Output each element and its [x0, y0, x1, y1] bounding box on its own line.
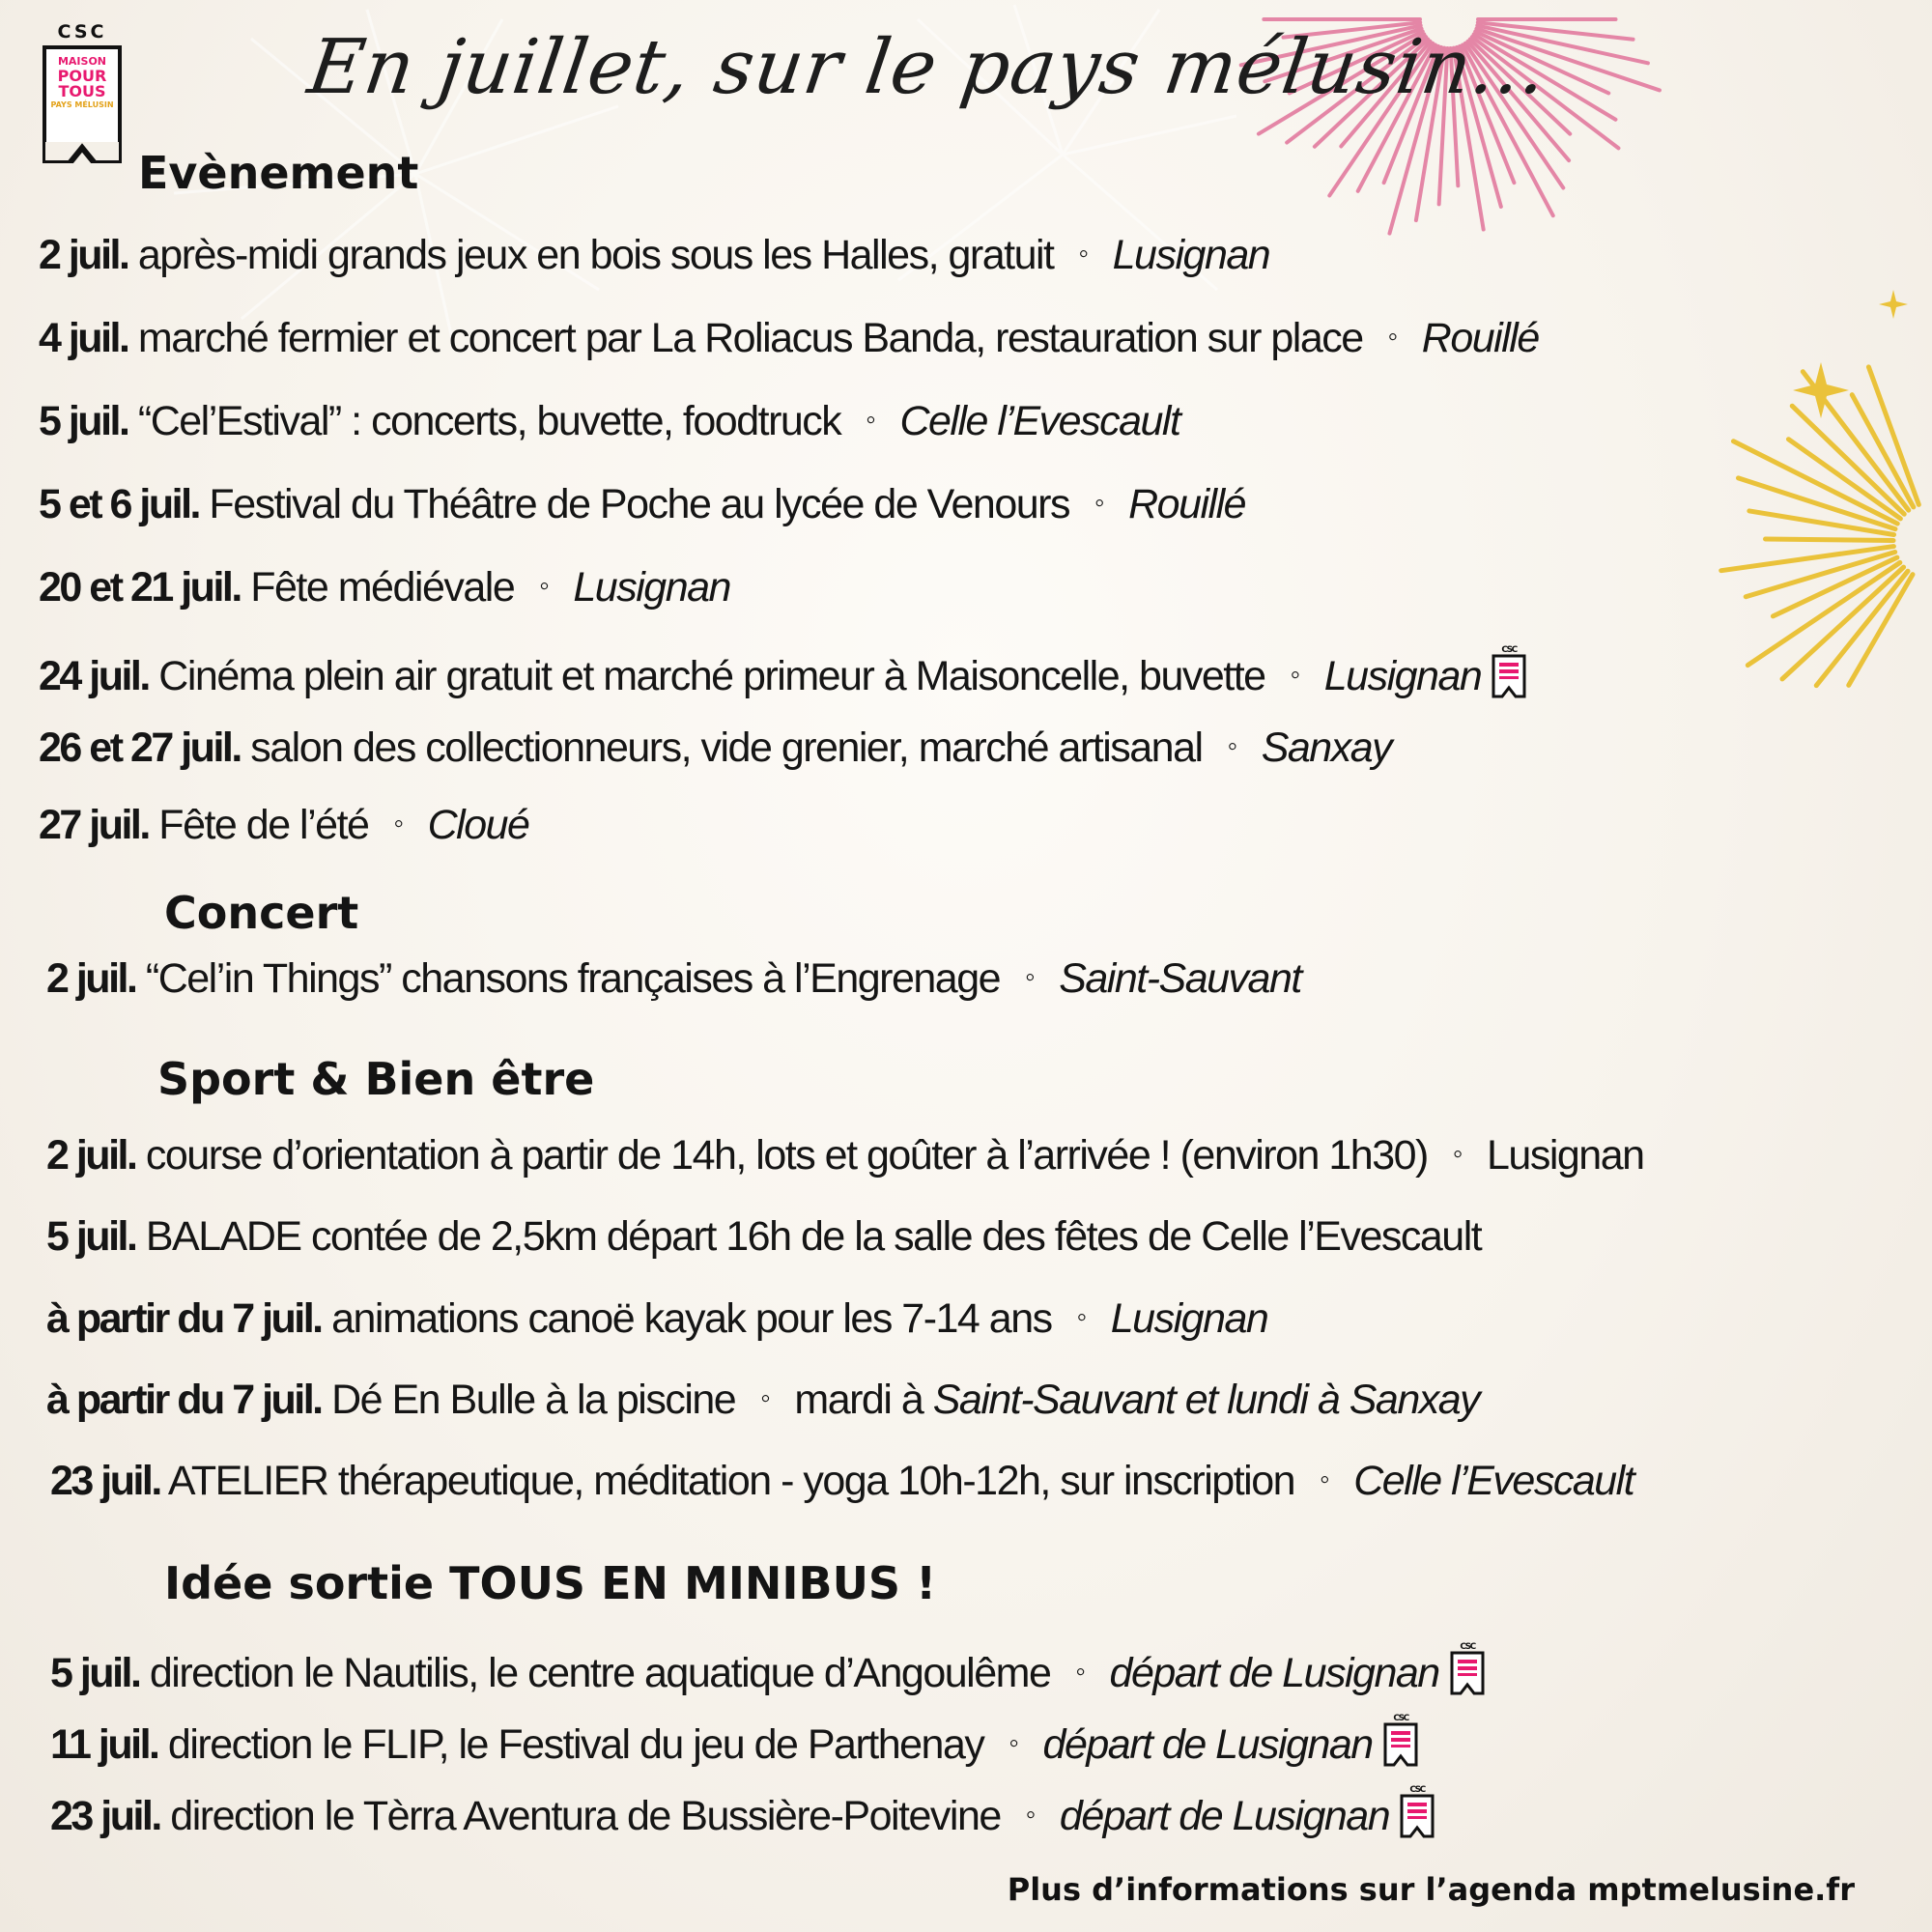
event-text: Cinéma plein air gratuit et marché primeur à Maisoncelle, buvette — [158, 653, 1265, 699]
bullet-circle-icon: ◦ — [1387, 321, 1397, 353]
event-place: Lusignan — [1323, 653, 1482, 699]
event-place: Lusignan — [1487, 1132, 1644, 1179]
event-place: Lusignan — [1110, 1295, 1268, 1342]
event-place-prefix: mardi à — [794, 1377, 923, 1423]
event-place: Lusignan — [573, 564, 730, 611]
logo-box — [43, 45, 122, 142]
event-place: Sanxay — [1261, 724, 1392, 771]
event-date: 5 et 6 juil. — [39, 481, 199, 527]
event-row — [39, 394, 1179, 453]
page-title: En juillet, sur le pays mélusin... — [302, 24, 1553, 111]
bullet-circle-icon: ◦ — [1075, 1656, 1085, 1688]
event-row — [39, 721, 1391, 780]
bullet-circle-icon: ◦ — [1452, 1138, 1462, 1170]
svg-text:CSC: CSC — [1460, 1642, 1475, 1652]
event-row — [39, 228, 1269, 287]
event-text: marché fermier et concert par La Roliacus Banda, restauration sur place — [137, 315, 1363, 361]
event-row — [39, 477, 1245, 536]
mpt-logo-icon — [1491, 643, 1527, 699]
event-text: salon des collectionneurs, vide grenier, marché artisanal — [250, 724, 1203, 771]
event-text: Dé En Bulle à la piscine — [331, 1377, 736, 1423]
event-text: Fête médiévale — [250, 564, 515, 611]
event-place: Rouillé — [1128, 481, 1246, 527]
event-date: 23 juil. — [50, 1793, 160, 1839]
svg-text:CSC: CSC — [1409, 1785, 1425, 1795]
event-date: 2 juil. — [39, 232, 128, 278]
event-row — [50, 1454, 1634, 1513]
event-date: 24 juil. — [39, 653, 149, 699]
bullet-circle-icon: ◦ — [1227, 730, 1236, 762]
event-date: 20 et 21 juil. — [39, 564, 241, 611]
event-date: 5 juil. — [50, 1650, 140, 1696]
event-text: après-midi grands jeux en bois sous les Halles, gratuit — [137, 232, 1054, 278]
event-date: à partir du 7 juil. — [46, 1377, 322, 1423]
bullet-circle-icon: ◦ — [1025, 1799, 1035, 1831]
event-place: Celle l’Evescault — [1353, 1458, 1634, 1504]
svg-text:CSC: CSC — [1393, 1714, 1408, 1723]
bullet-circle-icon: ◦ — [1076, 1301, 1086, 1333]
event-date: 27 juil. — [39, 802, 149, 848]
event-row — [46, 952, 1301, 1010]
firework-ray — [1766, 539, 1893, 541]
event-text: direction le FLIP, le Festival du jeu de Parthenay — [167, 1721, 984, 1768]
event-text: “Cel’Estival” : concerts, buvette, foodtruck — [137, 398, 841, 444]
bullet-circle-icon: ◦ — [1290, 659, 1299, 691]
mpt-logo-icon — [1382, 1712, 1419, 1768]
event-text: course d’orientation à partir de 14h, lots et goûter à l’arrivée ! (environ 1h30) — [145, 1132, 1428, 1179]
footer-info: Plus d’informations sur l’agenda mptmelusine.fr — [1007, 1871, 1855, 1908]
bullet-circle-icon: ◦ — [1078, 238, 1088, 270]
heading-evenement: Evènement — [138, 147, 419, 199]
event-date: 26 et 27 juil. — [39, 724, 241, 771]
event-place: Cloué — [427, 802, 529, 848]
event-date: 5 juil. — [46, 1213, 136, 1260]
event-row — [50, 1783, 1435, 1848]
mpt-logo-icon — [1449, 1640, 1486, 1696]
heading-concert: Concert — [164, 887, 359, 939]
event-place: Rouillé — [1421, 315, 1539, 361]
bullet-circle-icon: ◦ — [1009, 1727, 1018, 1759]
event-row — [39, 311, 1539, 370]
event-date: 2 juil. — [46, 955, 136, 1002]
mpt-logo-icon — [1399, 1783, 1435, 1839]
heading-sport: Sport & Bien être — [157, 1053, 595, 1105]
event-text: Festival du Théâtre de Poche au lycée de Venours — [209, 481, 1069, 527]
event-date: à partir du 7 juil. — [46, 1295, 322, 1342]
csc-logo — [43, 21, 122, 156]
event-row — [46, 1209, 1481, 1264]
event-place: Saint-Sauvant — [1059, 955, 1301, 1002]
event-row — [50, 1640, 1486, 1705]
event-date: 2 juil. — [46, 1132, 136, 1179]
event-row — [46, 1373, 1479, 1432]
bullet-circle-icon: ◦ — [760, 1382, 770, 1414]
event-text: animations canoë kayak pour les 7-14 ans — [331, 1295, 1052, 1342]
event-place: Celle l’Evescault — [899, 398, 1180, 444]
firework-gold-icon — [1721, 367, 1919, 686]
event-text: ATELIER thérapeutique, méditation - yoga 10h-12h, sur inscription — [167, 1458, 1295, 1504]
logo-line2: POUR — [57, 67, 107, 85]
firework-ray — [1747, 562, 1900, 665]
event-text: “Cel’in Things” chansons françaises à l’Engrenage — [145, 955, 1001, 1002]
bullet-circle-icon: ◦ — [539, 570, 549, 602]
event-row — [39, 643, 1527, 708]
bullet-circle-icon: ◦ — [1094, 487, 1104, 519]
event-row — [50, 1712, 1419, 1776]
logo-line3: TOUS — [58, 82, 106, 100]
svg-text:CSC: CSC — [1501, 645, 1517, 655]
bullet-circle-icon: ◦ — [866, 404, 875, 436]
event-row — [39, 560, 730, 619]
event-place: Lusignan — [1112, 232, 1270, 278]
event-text: Fête de l’été — [158, 802, 369, 848]
bullet-circle-icon: ◦ — [1025, 961, 1035, 993]
event-row — [46, 1292, 1267, 1350]
event-date: 5 juil. — [39, 398, 128, 444]
event-place: départ de Lusignan — [1059, 1793, 1390, 1839]
logo-feet-icon — [43, 140, 122, 163]
event-text: direction le Tèrra Aventura de Bussière-Poitevine — [170, 1793, 1001, 1839]
event-row — [46, 1128, 1644, 1187]
heading-minibus: Idée sortie TOUS EN MINIBUS ! — [164, 1557, 937, 1609]
event-row — [39, 798, 528, 857]
event-place: départ de Lusignan — [1109, 1650, 1439, 1696]
event-place: Saint-Sauvant et lundi à Sanxay — [932, 1377, 1480, 1423]
sparkle-small-icon — [1879, 290, 1908, 319]
event-place: départ de Lusignan — [1042, 1721, 1373, 1768]
logo-line1: MAISON — [57, 55, 107, 68]
event-date: 23 juil. — [50, 1458, 160, 1504]
event-date: 4 juil. — [39, 315, 128, 361]
bullet-circle-icon: ◦ — [393, 808, 403, 839]
event-date: 11 juil. — [50, 1721, 158, 1768]
logo-csc: CSC — [57, 21, 107, 43]
bullet-circle-icon: ◦ — [1320, 1463, 1329, 1495]
event-text: direction le Nautilis, le centre aquatique d’Angoulême — [149, 1650, 1051, 1696]
event-text: BALADE contée de 2,5km départ 16h de la salle des fêtes de Celle l’Evescault — [145, 1213, 1482, 1260]
logo-line4: PAYS MÉLUSIN — [50, 100, 114, 109]
